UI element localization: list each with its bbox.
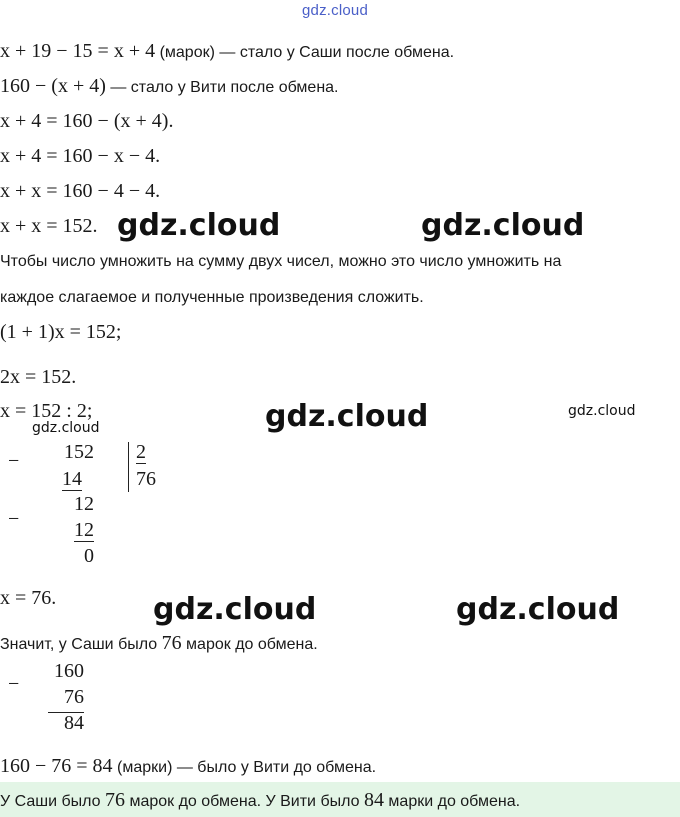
- subtrahend: 76: [64, 686, 84, 708]
- watermark-small: gdz.cloud: [568, 403, 636, 419]
- number: 76: [105, 789, 125, 811]
- line-2: [0, 75, 339, 98]
- answer-box: [0, 782, 680, 817]
- equation-line-9: x = 152 : 2;: [0, 400, 93, 422]
- rule-text-line-2: каждое слагаемое и полученные произведения сложить.: [0, 289, 424, 306]
- watermark: gdz.cloud: [456, 592, 620, 627]
- subtrahend-value: 14: [62, 468, 82, 490]
- number: 76: [161, 632, 182, 654]
- text: марок до обмена. У Вити было: [129, 793, 360, 810]
- partial-subtrahend-2: [56, 519, 94, 542]
- watermark: gdz.cloud: [117, 208, 281, 243]
- remainder-1: 12: [74, 493, 94, 515]
- equation-line-8: 2x = 152.: [0, 366, 77, 388]
- remainder-final: 0: [84, 545, 94, 567]
- equation-line-7: (1 + 1)x = 152;: [0, 321, 122, 343]
- line-1: [0, 40, 454, 63]
- divisor-value: 2: [136, 441, 146, 463]
- equation-line-6: x + x = 152.: [0, 215, 98, 237]
- difference: 84: [64, 712, 84, 734]
- text: Значит, у Саши было: [0, 636, 158, 653]
- text: марки до обмена.: [388, 793, 521, 810]
- text: марок до обмена.: [186, 636, 318, 653]
- equation-line-4: x + 4 = 160 − x − 4.: [0, 145, 161, 167]
- subtrahend-value: 12: [74, 519, 94, 541]
- minus-sign: −: [8, 673, 20, 695]
- watermark: gdz.cloud: [265, 399, 429, 434]
- partial-subtrahend: [56, 468, 82, 491]
- minus-sign: −: [8, 508, 20, 530]
- answer-text: [0, 789, 520, 812]
- explanation-text: (марки) — было у Вити до обмена.: [117, 759, 377, 776]
- watermark-top: gdz.cloud: [302, 2, 369, 19]
- equation-line-10: x = 76.: [0, 587, 57, 609]
- equation-line-5: x + x = 160 − 4 − 4.: [0, 180, 161, 202]
- explanation-text: (марок) — стало у Саши после обмена.: [159, 44, 455, 61]
- division-bar-vertical: [128, 442, 129, 492]
- explanation-text: — стало у Вити после обмена.: [110, 79, 339, 96]
- equation: 160 − (x + 4): [0, 75, 106, 97]
- equation: x + 19 − 15 = x + 4: [0, 40, 156, 62]
- equation: 160 − 76 = 84: [0, 755, 113, 777]
- rule-text-line-1: Чтобы число умножить на сумму двух чисел, можно это число умножить на: [0, 253, 562, 270]
- equation-line-3: x + 4 = 160 − (x + 4).: [0, 110, 174, 132]
- minuend: 160: [54, 660, 84, 682]
- divisor: [136, 441, 156, 464]
- dividend: 152: [64, 441, 94, 463]
- watermark: gdz.cloud: [421, 208, 585, 243]
- minus-sign: −: [8, 450, 20, 472]
- watermark-small: gdz.cloud: [32, 420, 100, 436]
- line-11: [0, 632, 318, 655]
- watermark: gdz.cloud: [153, 592, 317, 627]
- number: 84: [363, 789, 384, 811]
- line-12: [0, 755, 376, 778]
- text: У Саши было: [0, 793, 101, 810]
- quotient: 76: [136, 468, 156, 490]
